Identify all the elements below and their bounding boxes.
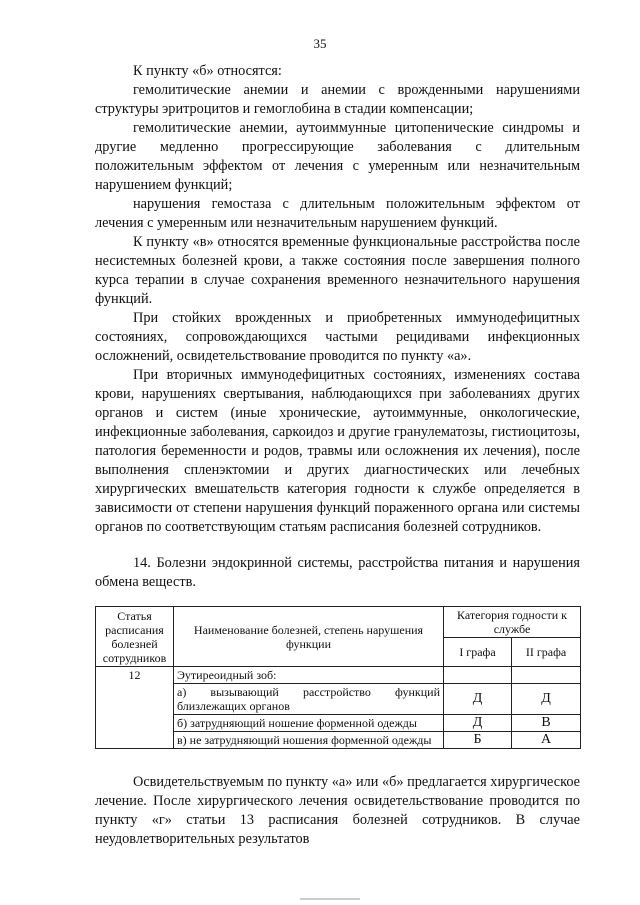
paragraph: гемолитические анемии и анемии с врожденными нарушениями структуры эритроцитов и гемоглобина в стадии компенсации; bbox=[95, 82, 580, 117]
section-heading: 14. Болезни эндокринной системы, расстройства питания и нарушения обмена веществ. bbox=[95, 555, 580, 590]
disease-schedule-table bbox=[95, 606, 581, 749]
disease-title: Эутиреоидный зоб: bbox=[174, 667, 444, 684]
row-category-2: Д bbox=[512, 684, 581, 715]
article-number: 12 bbox=[96, 667, 174, 749]
scan-artifact bbox=[300, 898, 360, 900]
row-category-1: Д bbox=[444, 684, 512, 715]
paragraph-after-table: Освидетельствуемым по пункту «а» или «б» предлагается хирургическое лечение. После хирургического лечения освидетельствование проводится по пункту «г» статьи 13 расписания болезней сотрудников. В случае неудовлетворительных результатов bbox=[95, 774, 580, 847]
paragraph-lead: К пункту «б» относятся: bbox=[133, 63, 282, 79]
row-text: в) не затрудняющий ношения форменной одежды bbox=[174, 732, 444, 749]
row-category-1: Б bbox=[444, 732, 512, 749]
row-text: а) вызывающий расстройство функций близлежащих органов bbox=[174, 684, 444, 715]
header-disease-name: Наименование болезней, степень нарушения функции bbox=[174, 607, 444, 667]
empty-cell bbox=[444, 667, 512, 684]
header-category: Категория годности к службе bbox=[444, 607, 581, 638]
paragraph: гемолитические анемии, аутоиммунные цитопенические синдромы и другие медленно прогрессирующие заболевания с длительным положительным эффектом от лечения с умеренным или незначительным нарушением функций; bbox=[95, 120, 580, 193]
paragraph: При вторичных иммунодефицитных состояниях, изменениях состава крови, нарушениях свертывания, наблюдающихся при заболеваниях других органов и систем (иные хронические, аутоиммунные, онкологические, инфекционные заболевания, саркоидоз и другие гранулематозы, гистиоцитозы, патология беременности и родов, травмы или осложнения их лечения), после выполнения спленэктомии и других диагностических или лечебных хирургических вмешательств категория годности к службе определяется в зависимости от степени нарушения функций пораженного органа или системы органов по соответствующим статьям расписания болезней сотрудников. bbox=[95, 367, 580, 535]
row-category-2: А bbox=[512, 732, 581, 749]
page-number: 35 bbox=[313, 36, 327, 51]
empty-cell bbox=[512, 667, 581, 684]
header-column-2: II графа bbox=[512, 638, 581, 667]
row-text: б) затрудняющий ношение форменной одежды bbox=[174, 715, 444, 732]
row-category-1: Д bbox=[444, 715, 512, 732]
header-column-1: I графа bbox=[444, 638, 512, 667]
paragraph: нарушения гемостаза с длительным положительным эффектом от лечения с умеренным или незначительным нарушением функций. bbox=[95, 196, 580, 231]
document-body bbox=[95, 62, 580, 849]
header-article: Статья расписания болезней сотрудников bbox=[96, 607, 174, 667]
paragraph: К пункту «в» относятся временные функциональные расстройства после несистемных болезней крови, а также состояния после завершения полного курса терапии в случае сохранения временного незначительного нарушения функций. bbox=[95, 234, 580, 307]
row-category-2: В bbox=[512, 715, 581, 732]
paragraph: При стойких врожденных и приобретенных иммунодефицитных состояниях, сопровождающихся частыми рецидивами инфекционных осложнений, освидетельствование проводится по пункту «а». bbox=[95, 310, 580, 364]
